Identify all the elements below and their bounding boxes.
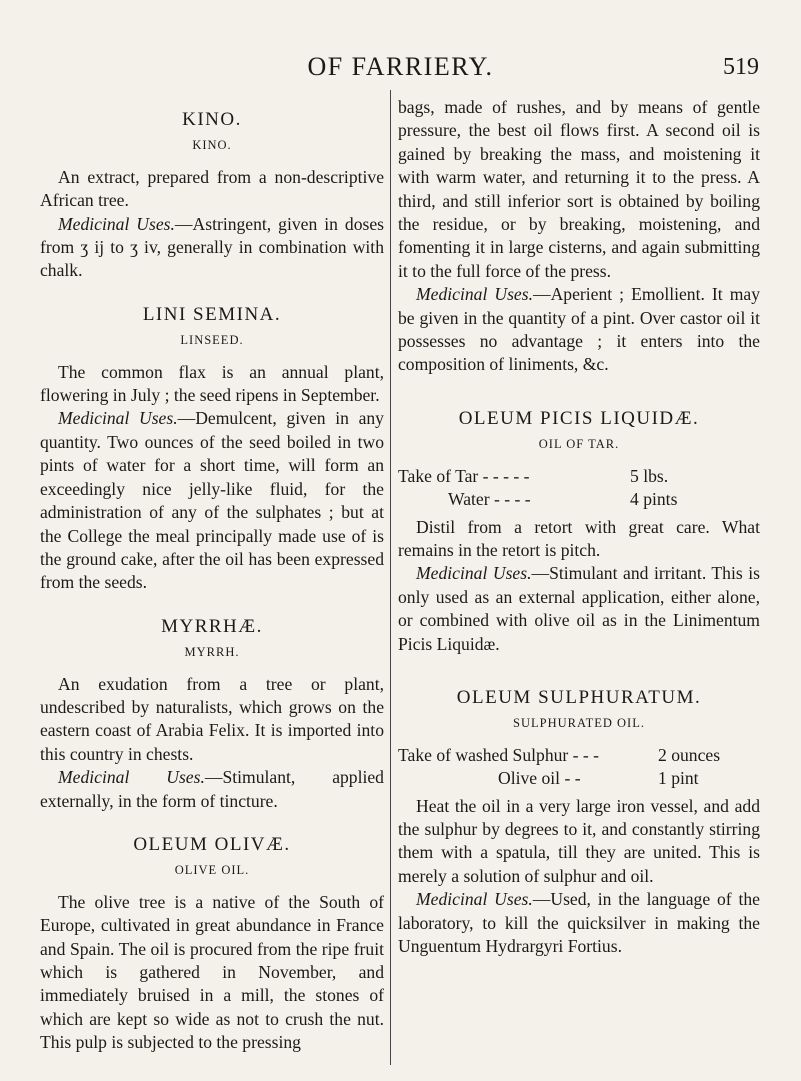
uses-text: —Used, in the language of the laboratory, to kill the quicksilver in making the Unguentum Hydrargyri Fortius. xyxy=(398,889,760,956)
recipe-quantity: 1 pint xyxy=(658,768,699,789)
medicinal-uses xyxy=(398,283,760,377)
medicinal-uses xyxy=(40,407,384,594)
medicinal-uses xyxy=(398,888,760,958)
entry-myrrhae xyxy=(40,615,384,813)
recipe-table xyxy=(398,465,760,512)
uses-label: Medicinal Uses. xyxy=(416,563,532,584)
entry-oleum-olivae-continued xyxy=(398,96,760,377)
recipe-table xyxy=(398,744,760,791)
recipe-quantity: 2 ounces xyxy=(658,744,721,765)
recipe-ingredient: Water - - - - xyxy=(448,489,531,510)
entry-subheading: OLIVE OIL. xyxy=(174,863,250,878)
uses-label: Medicinal Uses. xyxy=(416,284,533,305)
entry-subheading: OIL OF TAR. xyxy=(538,437,620,452)
entry-description: bags, made of rushes, and by means of gentle pressure, the best oil flows first. A second oil is gained by breaking the mass, and moistening it with warm water, and returning it to the press. A third, and still inferior sort is obtained by boiling the residue, or by breaking, moistening, and fomenting it in large cisterns, and again submitting it to the full force of the press. xyxy=(398,97,760,281)
medicinal-uses xyxy=(398,562,760,656)
entry-heading: KINO. xyxy=(182,109,242,130)
recipe-row xyxy=(398,767,760,790)
entry-description: An extract, prepared from a non-descriptive African tree. xyxy=(40,166,384,211)
entry-description: Distil from a retort with great care. What remains in the retort is pitch. xyxy=(398,516,760,560)
uses-label: Medicinal Uses. xyxy=(58,213,175,234)
entry-heading: LINI SEMINA. xyxy=(142,303,282,325)
recipe-ingredient: Take of washed Sulphur - - - xyxy=(398,744,600,765)
medicinal-uses xyxy=(40,766,384,813)
entry-kino xyxy=(40,108,384,283)
medicinal-uses xyxy=(40,213,384,283)
right-column xyxy=(398,96,760,958)
uses-label: Medicinal Uses. xyxy=(416,889,533,910)
entry-oleum-picis-liquidae xyxy=(398,407,760,656)
entry-heading: OLEUM PICIS LIQUIDÆ. xyxy=(458,407,700,429)
uses-text: —Astringent, given in doses from ʒ ij to ʒ iv, generally in combination with chalk. xyxy=(40,213,384,281)
uses-text: —Stimulant and irritant. This is only used as an external application, either alone, or combined with olive oil as in the Linimentum Picis Liquidæ. xyxy=(398,563,760,654)
entry-lini-semina xyxy=(40,303,384,595)
uses-label: Medicinal Uses. xyxy=(58,767,205,788)
entry-heading: OLEUM SULPHURATUM. xyxy=(456,686,702,708)
entry-subheading: KINO. xyxy=(192,138,232,153)
entry-description: The olive tree is a native of the South of Europe, cultivated in great abundance in France and Spain. The oil is procured from the ripe fruit which is gathered in November, and immediately bruised in a mill, the stones of which are kept so wide as not to crush the nut. This pulp is subjected to the pressing xyxy=(40,891,384,1053)
uses-text: —Aperient ; Emollient. It may be given in the quantity of a pint. Over castor oil it possesses no advantage ; it enters into the composition of liniments, &c. xyxy=(398,284,760,375)
uses-text: —Stimulant, applied externally, in the form of tincture. xyxy=(40,767,384,811)
recipe-ingredient: Olive oil - - xyxy=(498,768,581,789)
entry-heading: OLEUM OLIVÆ. xyxy=(133,833,291,855)
entry-subheading: LINSEED. xyxy=(180,333,244,348)
running-title: OF FARRIERY. xyxy=(307,52,494,81)
recipe-quantity: 5 lbs. xyxy=(630,465,669,486)
entry-subheading: MYRRH. xyxy=(184,645,240,660)
entry-description: Heat the oil in a very large iron vessel, and add the sulphur by degrees to it, and constantly stirring them with a spatula, till they are united. This is merely a solution of sulphur and oil. xyxy=(398,795,760,886)
entry-description: The common flax is an annual plant, flowering in July ; the seed ripens in September. xyxy=(40,361,384,406)
page-number: 519 xyxy=(723,54,759,80)
recipe-row xyxy=(398,465,760,488)
left-column xyxy=(40,96,384,1055)
entry-subheading: SULPHURATED OIL. xyxy=(513,716,645,731)
uses-label: Medicinal Uses. xyxy=(58,408,178,429)
column-divider xyxy=(390,90,391,1065)
entry-oleum-olivae xyxy=(40,833,384,1055)
recipe-quantity: 4 pints xyxy=(630,489,678,510)
entry-heading: MYRRHÆ. xyxy=(161,615,263,637)
recipe-ingredient: Take of Tar - - - - - xyxy=(398,465,530,486)
recipe-row xyxy=(398,488,760,511)
running-head xyxy=(0,52,801,82)
uses-text: —Demulcent, given in any quantity. Two ounces of the seed boiled in two pints of water for a short time, will form an exceedingly nice jelly-like fluid, for the administration of any of the sulphates ; but at the College the meal principally made use of is the ground cake, after the oil has been expressed from the seeds. xyxy=(40,408,384,593)
entry-description: An exudation from a tree or plant, undescribed by naturalists, which grows on the eastern coast of Arabia Felix. It is imported into this country in chests. xyxy=(40,673,384,764)
entry-oleum-sulphuratum xyxy=(398,686,760,958)
recipe-row xyxy=(398,744,760,767)
